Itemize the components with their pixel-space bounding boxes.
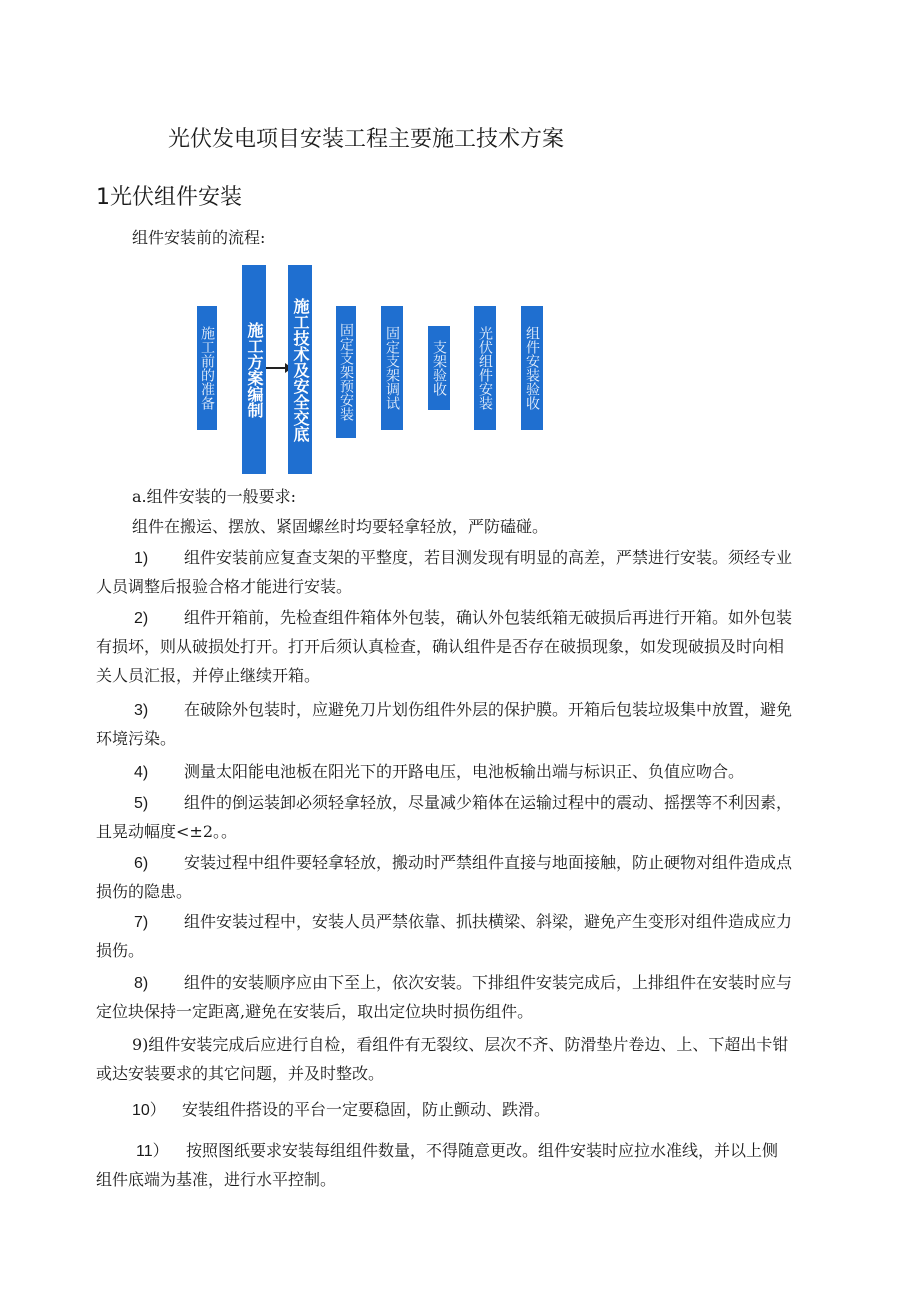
list-item: 1) 组件安装前应复查支架的平整度，若目测发现有明显的高差，严禁进行安装。须经专业 (134, 548, 793, 567)
list-item-continuation: 定位块保持一定距离,避免在安装后，取出定位块时损伤组件。 (96, 1002, 534, 1021)
item-number: 9) (132, 1035, 149, 1054)
list-item-continuation: 损伤。 (96, 941, 145, 960)
page-title: 光伏发电项目安装工程主要施工技术方案 (168, 127, 565, 152)
list-item: 3) 在破除外包装时，应避免刀片划伤组件外层的保护膜。开箱后包装垃圾集中放置，避免 (134, 700, 793, 719)
item-number: 7) (134, 914, 149, 931)
list-item-continuation: 或达安装要求的其它问题，并及时整改。 (96, 1064, 385, 1083)
list-item: 6) 安装过程中组件要轻拿轻放，搬动时严禁组件直接与地面接触，防止硬物对组件造成点 (134, 853, 793, 872)
item-number: 1) (134, 550, 149, 567)
item-number: 6) (134, 855, 149, 872)
list-item-continuation: 组件底端为基准，进行水平控制。 (96, 1170, 337, 1189)
flow-step: 施工技术及安全交底 (288, 265, 312, 474)
flow-intro: 组件安装前的流程: (132, 228, 266, 247)
item-number: 10） (132, 1102, 166, 1119)
list-item: 10） 安装组件搭设的平台一定要稳固，防止颤动、跌滑。 (132, 1097, 550, 1120)
item-number: 3) (134, 702, 149, 719)
list-item-continuation: 人员调整后报验合格才能进行安装。 (96, 577, 353, 596)
list-item: 8) 组件的安装顺序应由下至上，依次安装。下排组件安装完成后，上排组件在安装时应与 (134, 973, 793, 992)
item-number: 11） (136, 1143, 169, 1160)
item-number: 5) (134, 795, 149, 812)
item-number: 8) (134, 975, 149, 992)
requirements-summary: 组件在搬运、摆放、紧固螺丝时均要轻拿轻放，严防磕碰。 (132, 517, 549, 536)
list-item-continuation: 有损坏，则从破损处打开。打开后须认真检查，确认组件是否存在破损现象，如发现破损及时向相 (96, 637, 785, 656)
list-item: 7) 组件安装过程中，安装人员严禁依靠、抓扶横梁、斜梁，避免产生变形对组件造成应力 (134, 912, 793, 931)
list-item-continuation: 关人员汇报，并停止继续开箱。 (96, 666, 321, 685)
flow-step: 组件安装验收 (521, 306, 543, 430)
list-item: 9)组件安装完成后应进行自检，看组件有无裂纹、层次不齐、防滑垫片卷边、上、下超出卡钳 (132, 1035, 789, 1054)
item-number: 2) (134, 610, 149, 627)
flow-step: 支架验收 (428, 326, 450, 410)
list-item: 4) 测量太阳能电池板在阳光下的开路电压，电池板输出端与标识正、负值应吻合。 (134, 762, 745, 781)
list-item-continuation: 损伤的隐患。 (96, 882, 193, 901)
flow-step: 光伏组件安装 (474, 306, 496, 430)
flow-step: 固定支架预安装 (336, 306, 356, 438)
flow-arrow (266, 367, 288, 369)
flow-step: 固定支架调试 (381, 306, 403, 430)
list-item: 2) 组件开箱前，先检查组件箱体外包装，确认外包装纸箱无破损后再进行开箱。如外包装 (134, 608, 793, 627)
requirements-title: a.组件安装的一般要求: (132, 487, 297, 506)
list-item: 11） 按照图纸要求安装每组组件数量，不得随意更改。组件安装时应拉水准线，并以上侧 (136, 1138, 778, 1161)
list-item: 5) 组件的倒运装卸必须轻拿轻放，尽量减少箱体在运输过程中的震动、摇摆等不利因素， (134, 793, 793, 812)
item-number: 4) (134, 764, 149, 781)
list-item-continuation: 且晃动幅度<±2。。 (96, 822, 237, 841)
section-heading: 1光伏组件安装 (96, 185, 242, 210)
flow-step: 施工方案编制 (242, 265, 266, 474)
list-item-continuation: 环境污染。 (96, 729, 177, 748)
flow-step: 施工前的准备 (197, 306, 217, 430)
